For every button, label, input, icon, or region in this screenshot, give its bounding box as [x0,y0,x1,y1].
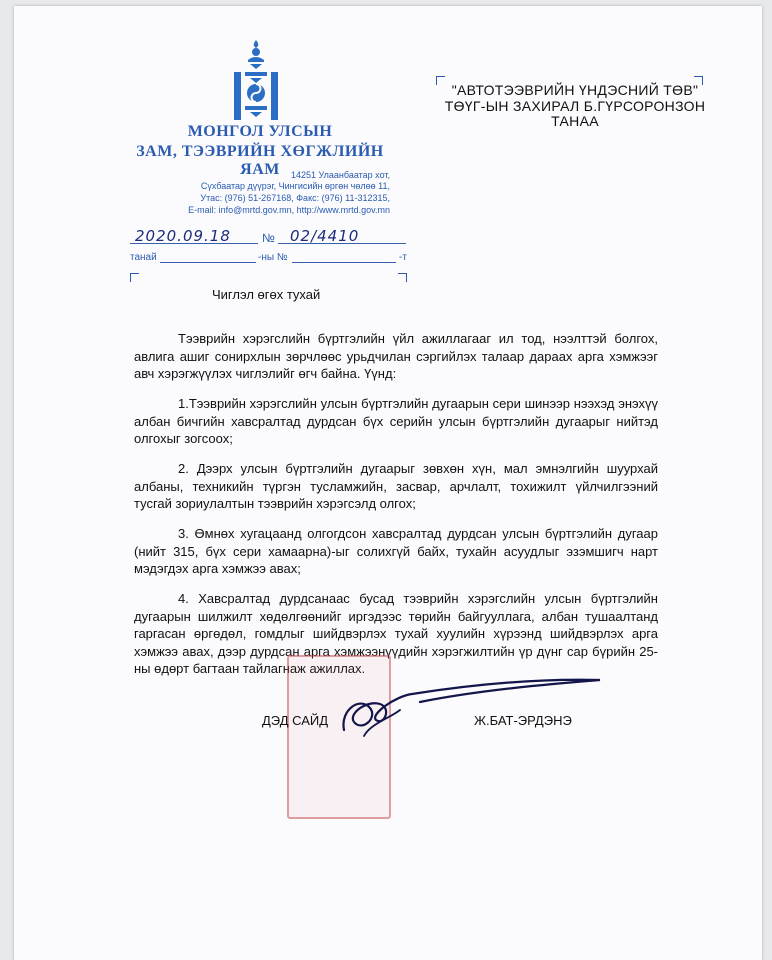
addressee-line1: "АВТОТЭЭВРИЙН ҮНДЭСНИЙ ТӨВ" [451,82,699,98]
handwritten-signature [300,660,620,740]
soyombo-emblem-icon [232,38,280,122]
t-label: -т [399,252,407,263]
number-handwritten: 02/4410 [290,227,360,245]
nii-field-line [292,262,396,263]
number-field-line [278,243,406,244]
address-line2: Сүхбаатар дүүрэг, Чингисийн өргөн чөлөө 11, [200,181,390,191]
org-name-line2: ЗАМ, ТЭЭВРИЙН ХӨГЖЛИЙН ЯАМ [136,143,384,178]
number-label: № [262,231,275,245]
subject-heading: Чиглэл өгөх тухай [212,287,321,302]
addressee-line3: ТАНАА [551,113,599,129]
item-1-paragraph: 1.Тээврийн хэрэгслийн улсын бүртгэлийн дугаарын сери шинээр нээхэд энэхүү албан бичгийн хавсралтад дурдсан бүх серийн улсын бүртгэлийн дугаарыг нийтэд олгохыг зогсоох; [134,396,658,446]
date-field-line [130,243,258,244]
intro-paragraph: Тээврийн хэрэгслийн бүртгэлийн үйл ажиллагааг ил тод, нээлттэй болгох, авлига ашиг сонирхлын зөрчлөөс урьдчилан сэргийлэх талаар дараах арга хэмжээг авч хэрэгжүүлэх чиглэлийг өгч байна. Үүнд: [134,331,658,381]
item-2-paragraph: 2. Дээрх улсын бүртгэлийн дугаарыг зөвхөн хүн, мал эмнэлгийн шуурхай албаны, техникийн түргэн тусламжийн, засвар, арчлалт, тохижилт үйлчилгээний тусгай зориулалтын тээврийн хэрэгсэлд олгох; [134,461,658,511]
phone-fax: Утас: (976) 51-267168, Факс: (976) 11-312315, [200,193,390,203]
addressee-line2: ТӨҮГ-ЫН ЗАХИРАЛ Б.ГҮРСОРОНЗОН [444,98,706,114]
subject-corner-right [398,273,407,282]
date-handwritten: 2020.09.18 [135,227,231,245]
subject-corner-left [130,273,139,282]
org-name-line1: МОНГОЛ УЛСЫН [187,123,333,140]
item-4-paragraph: 4. Хавсралтад дурдсанаас бусад тээврийн хэрэгслийн улсын бүртгэлийн дугаарын шилжилт хөдөлгөөнийг иргэдээс төрийн байгууллага, албан тушаалтанд гаргасан өргөдөл, гомдлыг шийдвэрлэх тухай хуулийн хүрээнд шийдвэрлэх арга хэмжээ авах, дээр дурдсан арга хэмжээнүүдийн хэрэгжилтийн үр дүнг сар бүрийн 25-ны өдөрт багтаан тайлагнаж ажиллах. [134,591,658,676]
address-line1: 14251 Улаанбаатар хот, [291,170,390,180]
nii-label: -ны № [258,252,288,263]
signatory-title: ДЭД САЙД [262,713,329,728]
email-web: E-mail: info@mrtd.gov.mn, http://www.mrtd.gov.mn [188,205,390,215]
tanai-field-line [160,262,256,263]
tanai-label: танай [130,252,157,263]
signatory-name: Ж.БАТ-ЭРДЭНЭ [474,713,572,728]
item-3-paragraph: 3. Өмнөх хугацаанд олгогдсон хавсралтад дурдсан улсын бүртгэлийн дугаар (нийт 315, бүх сери хамаарна)-ыг солихгүй байх, тухайн асуудлыг эзэмшигч нарт мэдэгдэх арга хэмжээ авах; [134,526,658,576]
